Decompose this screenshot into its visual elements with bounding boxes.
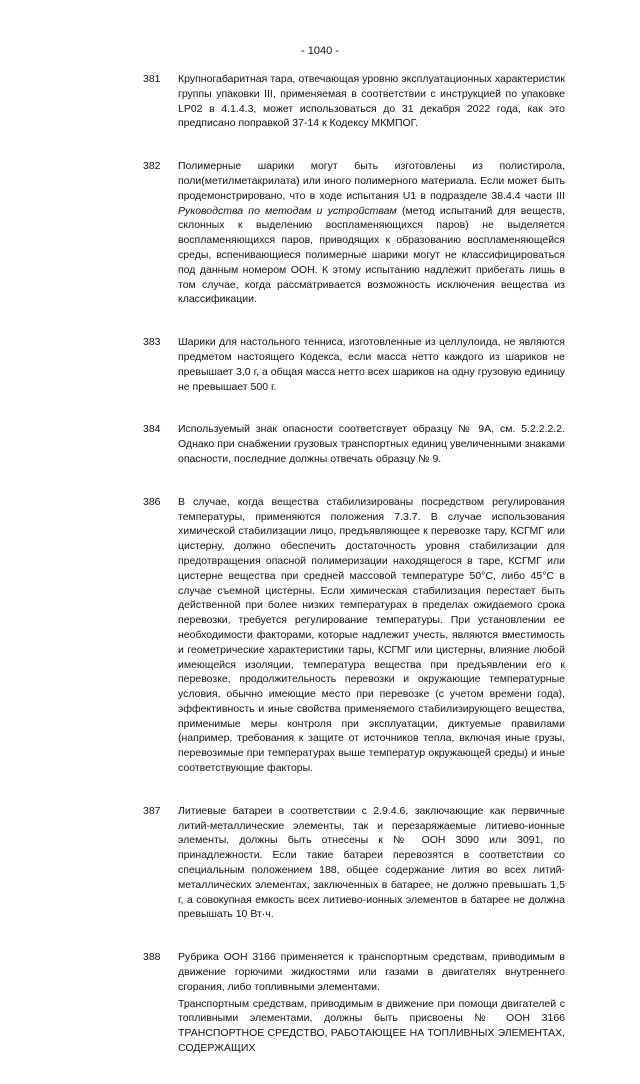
provision-382 bbox=[143, 159, 565, 307]
provision-text bbox=[178, 159, 565, 307]
provision-text bbox=[178, 72, 565, 131]
page-number: - 1040 - bbox=[301, 45, 339, 57]
provision-383 bbox=[143, 335, 565, 394]
provision-number: 382 bbox=[143, 160, 161, 173]
provision-381 bbox=[143, 72, 565, 131]
provision-paragraph: Крупногабаритная тара, отвечающая уровню эксплуатационных характеристик группы упаковки III, применяемая в соответствии с инструкцией по упаковке LP02 в 4.1.4.3, может использоваться до 31 декабря 2022 года, как это предписано поправкой 37-14 к Кодексу МКМПОГ. bbox=[178, 73, 565, 130]
provision-text bbox=[178, 422, 565, 466]
provision-number: 386 bbox=[143, 495, 161, 508]
provision-text bbox=[178, 335, 565, 394]
provision-text bbox=[178, 950, 565, 1056]
provision-387 bbox=[143, 804, 565, 922]
provision-number: 384 bbox=[143, 423, 161, 436]
special-provisions-list bbox=[143, 72, 565, 1084]
provision-paragraph: Рубрика ООН 3166 применяется к транспортным средствам, приводимым в движение горючими жидкостями или газами в двигателях внутреннего сгорания, либо топливными элементами. bbox=[178, 951, 565, 993]
provision-text-part: Полимерные шарики могут быть изготовлены из полистирола, поли(метилметакрилата) или иного полимерного материала. Если может быть продемонстрировано, что в ходе испытания U1 в подразделе 38.4.4 части III bbox=[178, 160, 565, 202]
manual-title: Руководства по методам и устройствам bbox=[178, 204, 397, 217]
provision-number: 383 bbox=[143, 336, 161, 349]
provision-paragraph bbox=[178, 159, 565, 307]
provision-number: 388 bbox=[143, 951, 161, 964]
provision-number: 387 bbox=[143, 804, 161, 817]
provision-paragraph: Транспортным средствам, приводимым в движение при помощи двигателей с топливными элементами, должны быть присвоены № ООН 3166 ТРАНСПОРТНОЕ СРЕДСТВО, РАБОТАЮЩЕЕ НА ТОПЛИВНЫХ ЭЛЕМЕНТАХ, СОДЕРЖАЩИХ bbox=[178, 997, 565, 1055]
provision-text-part: (метод испытаний для веществ, склонных к выделению воспламеняющихся паров) не выделяется воспламеняющихся паров, приводящих к образованию воспламеняющейся среды, вспенивающиеся полимерные шарики могут не классифицироваться под данным номером ООН. К этому испытанию надлежит прибегать лишь в том случае, когда рассматривается возможность исключения вещества из классификации. bbox=[178, 204, 565, 306]
provision-number: 381 bbox=[143, 73, 161, 85]
provision-text bbox=[178, 495, 565, 776]
provision-text bbox=[178, 804, 565, 922]
provision-paragraph: Литиевые батареи в соответствии с 2.9.4.6, заключающие как первичные литий-металлические элементы, так и перезаряжаемые литиево-ионные элементы, должны быть отнесены к № ООН 3090 или 3091, по принадлежности. Если такие батареи перевозятся в соответствии со специальным положением 188, общее содержание лития во всех литий-металлических элементах, заключенных в батарее, не должно превышать 1,5 г, а совокупная емкость всех литиево-ионных элементов в батарее не должна превышать 10 Вт·ч. bbox=[178, 804, 565, 921]
provision-paragraph: В случае, когда вещества стабилизированы посредством регулирования температуры, применяются положения 7.3.7. В случае использования химической стабилизации лицо, предъявляющее к перевозке тару, КСГМГ или цистерну, должно обеспечить достаточность уровня стабилизации для предотвращения опасной полимеризации находящегося в таре, КСГМГ или цистерне вещества при средней массовой температуре 50°С, либо 45°С в случае съемной цистерны. Если химическая стабилизация перестает быть действенной при более низких температурах в пределах ожидаемого срока перевозки, требуется регулирование температуры. При установлении ее необходимости факторами, которые надлежит учесть, являются вместимость и геометрические характеристики тары, КСГМГ или цистерны, влияние любой имеющейся изоляции, температура вещества при предъявлении его к перевозке, продолжительность перевозки и окружающие температурные условия, обычно имеющие место при перевозке (с учетом времени года), эффективность и иные свойства применяемого стабилизирующего вещества, применимые меры контроля при эксплуатации, диктуемые правилами (например, требования к защите от источников тепла, включая иные грузы, перевозимые при температурах выше температур окружающей среды) и иные соответствующие факторы. bbox=[178, 495, 565, 775]
provision-paragraph: Используемый знак опасности соответствует образцу № 9А, см. 5.2.2.2.2. Однако при снабжении грузовых транспортных единиц увеличенными знаками опасности, последние должны отвечать образцу № 9. bbox=[178, 423, 565, 465]
provision-paragraph: Шарики для настольного тенниса, изготовленные из целлулоида, не являются предметом настоящего Кодекса, если масса нетто каждого из шариков не превышает 3,0 г, а общая масса нетто всех шариков на одну грузовую единицу не превышает 500 г. bbox=[178, 336, 565, 393]
provision-388 bbox=[143, 950, 565, 1056]
provision-386 bbox=[143, 495, 565, 776]
provision-384 bbox=[143, 422, 565, 466]
